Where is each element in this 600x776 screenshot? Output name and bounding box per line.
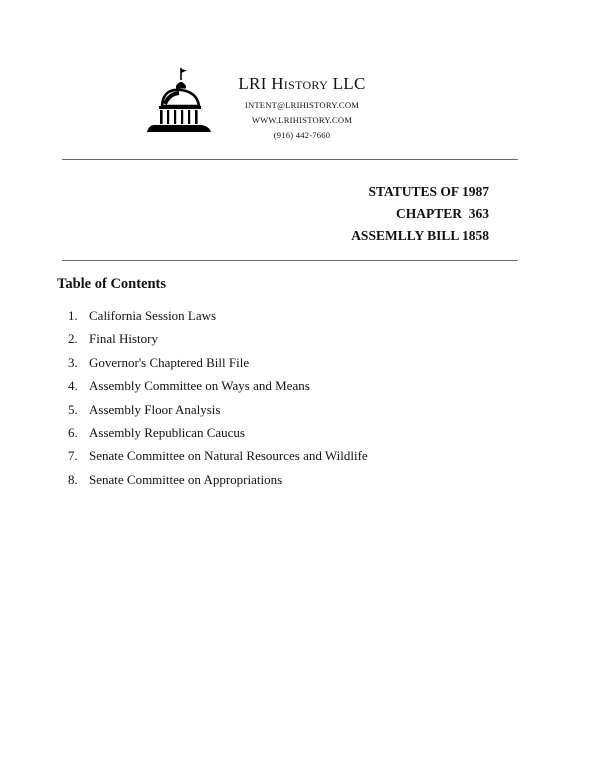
toc-item-label: Assembly Floor Analysis — [89, 401, 221, 417]
toc-list — [68, 306, 368, 493]
toc-item-label: Senate Committee on Appropriations — [89, 471, 283, 487]
toc-item-label: Senate Committee on Natural Resources and Wildlife — [89, 448, 368, 464]
toc-item-number: 5. — [68, 401, 78, 417]
divider-bottom — [62, 260, 518, 261]
statutes-year: STATUTES OF 1987 — [368, 184, 489, 199]
toc-item — [68, 376, 368, 399]
toc-item — [68, 400, 368, 423]
company-email: INTENT@LRIHISTORY.COM — [244, 100, 360, 110]
company-website: WWW.LRIHISTORY.COM — [251, 115, 353, 125]
toc-item — [68, 423, 368, 446]
toc-item-number: 2. — [68, 331, 78, 347]
toc-item — [68, 353, 368, 376]
toc-item-label: Governor's Chaptered Bill File — [89, 354, 250, 370]
toc-item-number: 7. — [68, 448, 78, 464]
bill-info — [351, 181, 489, 247]
toc-item-label: Assembly Republican Caucus — [89, 424, 245, 440]
toc-item — [68, 306, 368, 329]
company-phone: (916) 442-7660 — [273, 130, 331, 140]
company-name: LRI History LLC — [238, 74, 366, 93]
toc-item-number: 4. — [68, 378, 78, 394]
toc-item — [68, 470, 368, 493]
toc-item-label: Final History — [89, 331, 158, 347]
toc-item — [68, 329, 368, 352]
capitol-dome-icon — [145, 66, 213, 138]
toc-item-number: 3. — [68, 354, 78, 370]
toc-item-label: Assembly Committee on Ways and Means — [89, 378, 310, 394]
toc-item-number: 8. — [68, 471, 78, 487]
toc-heading: Table of Contents — [57, 276, 167, 292]
toc-item — [68, 446, 368, 469]
chapter-number: CHAPTER 363 — [395, 206, 489, 221]
divider-top — [62, 159, 518, 160]
toc-item-label: California Session Laws — [89, 308, 217, 323]
toc-item-number: 1. — [68, 308, 78, 323]
bill-number: ASSEMLLY BILL 1858 — [351, 228, 489, 243]
toc-item-number: 6. — [68, 424, 78, 440]
